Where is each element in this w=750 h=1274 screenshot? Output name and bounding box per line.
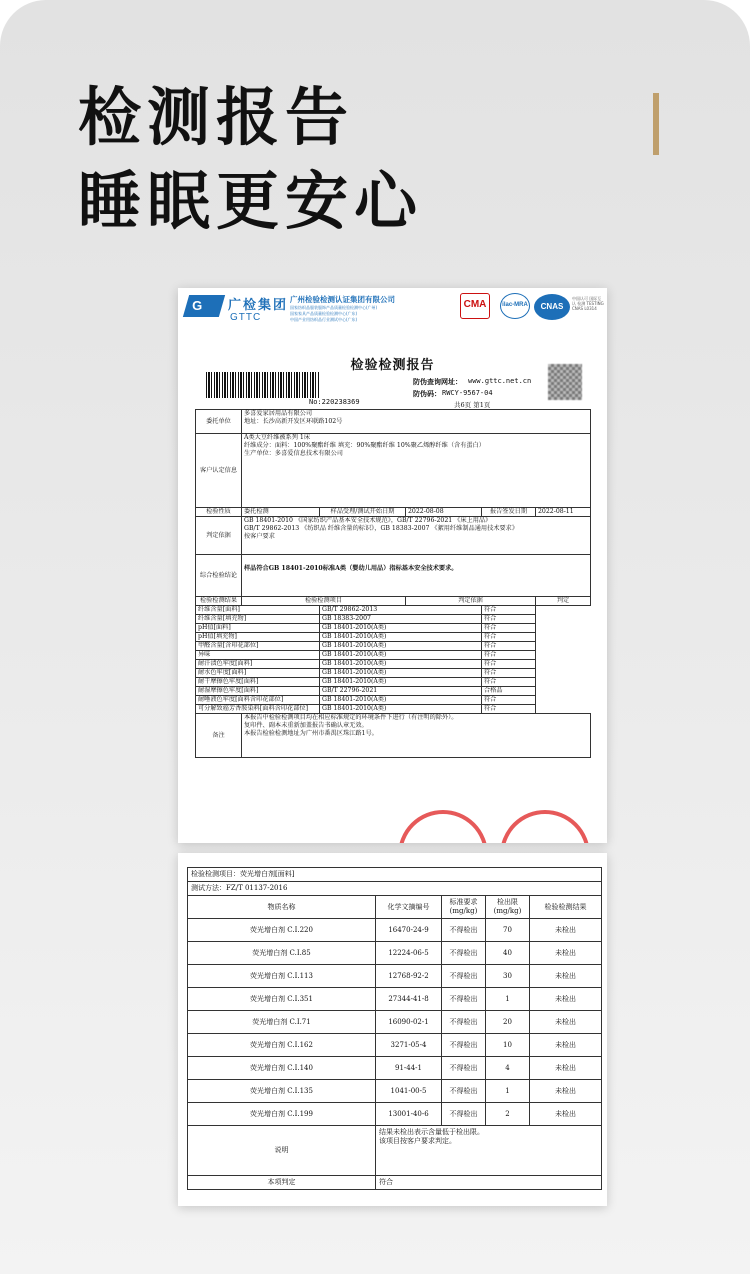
conclusion-label: 综合检验结论 <box>196 555 242 597</box>
detection-limit: 20 <box>486 1011 530 1034</box>
header-cas: 化学文摘编号 <box>376 896 442 919</box>
result-verdict: 符合 <box>482 705 536 714</box>
detection-limit: 70 <box>486 919 530 942</box>
result-verdict: 符合 <box>482 669 536 678</box>
remarks-label: 备注 <box>196 714 242 758</box>
results-row <box>196 687 591 696</box>
results-row <box>196 624 591 633</box>
table-row <box>188 1034 602 1057</box>
result-verdict: 符合 <box>482 606 536 615</box>
results-header-basis: 判定依据 <box>406 597 536 606</box>
issue-value: 2022-08-11 <box>536 508 591 517</box>
date-label: 样品受理/测试开始日期 <box>320 508 406 517</box>
customer-info-cell: A类大豆纤维被系列 1床 纤维成分：面料：100%聚酯纤维 填充：90%聚酯纤维 10%聚乙烯醇纤维（含有蛋白） 生产单位：多喜爱信息技术有限公司 <box>242 434 591 508</box>
report-title: 检验检测报告 <box>350 358 435 373</box>
cma-cert-icon: CMA <box>460 293 490 319</box>
result: 未检出 <box>530 1034 602 1057</box>
result: 未检出 <box>530 1011 602 1034</box>
client-cell: 多喜爱家居用品有限公司 地址：长沙高新开发区环联路102号 <box>242 410 591 434</box>
brand-name: 广检集团 <box>228 298 289 313</box>
cas-number: 3271-05-4 <box>376 1034 442 1057</box>
detection-limit: 40 <box>486 942 530 965</box>
brand-name-en: GTTC <box>230 312 262 323</box>
table-row <box>188 1011 602 1034</box>
table-row <box>188 1080 602 1103</box>
detection-limit: 1 <box>486 988 530 1011</box>
report-page-2 <box>178 853 607 1206</box>
result: 未检出 <box>530 1103 602 1126</box>
results-label: 检验检测结果 <box>196 597 242 606</box>
substance-name: 荧光增白剂 C.I.220 <box>188 919 376 942</box>
report-number: No:220238369 <box>309 398 360 406</box>
accent-bar <box>653 93 659 155</box>
result-item: pH值[填充物] <box>196 633 320 642</box>
result-basis: GB 18401-2010(A类) <box>320 678 482 687</box>
conclusion-text: 样品符合GB 18401-2010标准A类（婴幼儿用品）指标基本安全技术要求。 <box>242 555 591 597</box>
cas-number: 13001-40-6 <box>376 1103 442 1126</box>
cas-number: 1041-00-5 <box>376 1080 442 1103</box>
header-substance: 物质名称 <box>188 896 376 919</box>
table-row <box>188 919 602 942</box>
result-basis: GB/T 22796-2021 <box>320 687 482 696</box>
report-page-1 <box>178 288 607 843</box>
result-basis: GB 18401-2010(A类) <box>320 660 482 669</box>
substance-name: 荧光增白剂 C.I.71 <box>188 1011 376 1034</box>
result-basis: GB 18401-2010(A类) <box>320 642 482 651</box>
result-item: 耐干摩擦色牢度[面料] <box>196 678 320 687</box>
requirement: 不得检出 <box>442 1034 486 1057</box>
cas-number: 16090-02-1 <box>376 1011 442 1034</box>
note-cell: 结果未检出表示含量低于检出限。 该项目按客户要求判定。 <box>376 1126 602 1176</box>
result-basis: GB 18401-2010(A类) <box>320 633 482 642</box>
table-row <box>188 965 602 988</box>
official-stamp-1 <box>398 810 488 843</box>
result-verdict: 符合 <box>482 660 536 669</box>
result-verdict: 符合 <box>482 624 536 633</box>
detection-limit: 30 <box>486 965 530 988</box>
gttc-logo-icon: G <box>183 295 225 317</box>
requirement: 不得检出 <box>442 1057 486 1080</box>
results-row <box>196 615 591 624</box>
result-verdict: 符合 <box>482 696 536 705</box>
result-item: 异味 <box>196 651 320 660</box>
header-requirement: 标准要求(mg/kg) <box>442 896 486 919</box>
inspect-type: 委托检测 <box>242 508 320 517</box>
detection-limit: 1 <box>486 1080 530 1103</box>
result-verdict: 符合 <box>482 633 536 642</box>
result-basis: GB 18401-2010(A类) <box>320 696 482 705</box>
result: 未检出 <box>530 919 602 942</box>
result-item: pH值[面料] <box>196 624 320 633</box>
results-header-verdict: 判定 <box>536 597 591 606</box>
date-value: 2022-08-08 <box>406 508 482 517</box>
result-verdict: 符合 <box>482 651 536 660</box>
issue-label: 报告签发日期 <box>482 508 536 517</box>
cas-number: 12768-92-2 <box>376 965 442 988</box>
table-row <box>188 942 602 965</box>
report-table <box>195 409 591 758</box>
result: 未检出 <box>530 1057 602 1080</box>
result: 未检出 <box>530 988 602 1011</box>
substance-name: 荧光增白剂 C.I.85 <box>188 942 376 965</box>
detection-limit: 4 <box>486 1057 530 1080</box>
requirement: 不得检出 <box>442 1080 486 1103</box>
substance-name: 荧光增白剂 C.I.140 <box>188 1057 376 1080</box>
cas-number: 27344-41-8 <box>376 988 442 1011</box>
result: 未检出 <box>530 942 602 965</box>
result-item: 可分解致癌芳香胺染料[面料含印花部位] <box>196 705 320 714</box>
header-result: 检验检测结果 <box>530 896 602 919</box>
result-item: 耐汗渍色牢度[面料] <box>196 660 320 669</box>
cas-number: 91-44-1 <box>376 1057 442 1080</box>
item-row: 检验检测项目：荧光增白剂[面料] <box>188 868 602 882</box>
inspect-type-label: 检验性质 <box>196 508 242 517</box>
cnas-cert-icon: CNAS <box>534 294 570 320</box>
report-header <box>178 288 607 330</box>
result-item: 耐湿摩擦色牢度[面料] <box>196 687 320 696</box>
result-basis: GB 18401-2010(A类) <box>320 624 482 633</box>
result-basis: GB/T 29862-2013 <box>320 606 482 615</box>
cas-number: 16470-24-9 <box>376 919 442 942</box>
verdict-value: 符合 <box>376 1176 602 1190</box>
requirement: 不得检出 <box>442 919 486 942</box>
result: 未检出 <box>530 1080 602 1103</box>
basis-label: 判定依据 <box>196 517 242 555</box>
results-row <box>196 651 591 660</box>
anti-fake-code: RWCY-9567-04 <box>442 389 493 397</box>
qr-code-icon <box>548 364 582 400</box>
results-row <box>196 633 591 642</box>
table-row <box>188 988 602 1011</box>
requirement: 不得检出 <box>442 942 486 965</box>
substance-name: 荧光增白剂 C.I.113 <box>188 965 376 988</box>
org-name: 广州检验检测认证集团有限公司 <box>290 295 395 304</box>
verdict-label: 本项判定 <box>188 1176 376 1190</box>
basis-cell: GB 18401-2010 《国家纺织产品基本安全技术规范》，GB/T 22796-2021 《床上用品》 GB/T 29862-2013 《纺织品 纤维含量的标识》，GB 18383-2007 《絮用纤维制品通用技术要求》 按客户要求 <box>242 517 591 555</box>
result-verdict: 符合 <box>482 615 536 624</box>
results-row <box>196 678 591 687</box>
cas-number: 12224-06-5 <box>376 942 442 965</box>
result-item: 纤维含量[面料] <box>196 606 320 615</box>
result-verdict: 符合 <box>482 642 536 651</box>
org-sub-2: 国家家具产品质量检验检测中心(广东) <box>290 311 358 316</box>
table-row <box>188 1103 602 1126</box>
result-basis: GB 18401-2010(A类) <box>320 669 482 678</box>
result-verdict: 符合 <box>482 678 536 687</box>
fluorescent-table <box>187 867 602 1190</box>
anti-fake-code-label: 防伪码： <box>413 390 441 398</box>
result-basis: GB 18401-2010(A类) <box>320 705 482 714</box>
org-sub-3: 中国产业用纺织品行业测试中心(广东) <box>290 317 358 322</box>
result-verdict: 合格品 <box>482 687 536 696</box>
result-item: 耐水色牢度[面料] <box>196 669 320 678</box>
official-stamp-2 <box>500 810 590 843</box>
results-header-item: 检验检测项目 <box>242 597 406 606</box>
results-row <box>196 660 591 669</box>
detection-limit: 10 <box>486 1034 530 1057</box>
anti-fake-site: www.gttc.net.cn <box>468 377 532 385</box>
substance-name: 荧光增白剂 C.I.135 <box>188 1080 376 1103</box>
client-label: 委托单位 <box>196 410 242 434</box>
results-row <box>196 696 591 705</box>
org-sub-1: 国家纺织品服装服饰产品质量检验检测中心(广州) <box>290 305 378 310</box>
results-row <box>196 669 591 678</box>
page-count: 共6页 第1页 <box>454 401 491 409</box>
results-row <box>196 642 591 651</box>
headline-line2: 睡眠更安心 <box>78 165 423 238</box>
detection-limit: 2 <box>486 1103 530 1126</box>
headline-line1: 检测报告 <box>78 81 354 154</box>
substance-name: 荧光增白剂 C.I.162 <box>188 1034 376 1057</box>
anti-fake-site-label: 防伪查询网址： <box>413 378 462 386</box>
header-limit: 检出限(mg/kg) <box>486 896 530 919</box>
substance-name: 荧光增白剂 C.I.199 <box>188 1103 376 1126</box>
method-row: 测试方法：FZ/T 01137-2016 <box>188 882 602 896</box>
requirement: 不得检出 <box>442 965 486 988</box>
result: 未检出 <box>530 965 602 988</box>
barcode-icon <box>206 372 320 398</box>
result-basis: GB 18383-2007 <box>320 615 482 624</box>
remarks-cell: 本报告中检验检测项目均在相应标准规定的环境条件下进行（有注明的除外）。 复印件、副本未重新加盖报告书确认章无效。 本报告检验检测地址为广州市番禺区珠江路1号。 <box>242 714 591 758</box>
result-item: 耐唾液色牢度[面料含印花部位] <box>196 696 320 705</box>
substance-name: 荧光增白剂 C.I.351 <box>188 988 376 1011</box>
table-row <box>188 1057 602 1080</box>
requirement: 不得检出 <box>442 1011 486 1034</box>
result-basis: GB 18401-2010(A类) <box>320 651 482 660</box>
results-row <box>196 705 591 714</box>
result-item: 甲醛含量[含印花部位] <box>196 642 320 651</box>
result-item: 纤维含量[填充物] <box>196 615 320 624</box>
customer-info-label: 客户认定信息 <box>196 434 242 508</box>
ilac-mra-cert-icon: ilac-MRA <box>500 293 530 319</box>
cnas-subtitle: 中国认可 国际互认 检测 TESTING CNAS L0314 <box>572 296 604 311</box>
results-row <box>196 606 591 615</box>
requirement: 不得检出 <box>442 988 486 1011</box>
note-label: 说明 <box>188 1126 376 1176</box>
requirement: 不得检出 <box>442 1103 486 1126</box>
